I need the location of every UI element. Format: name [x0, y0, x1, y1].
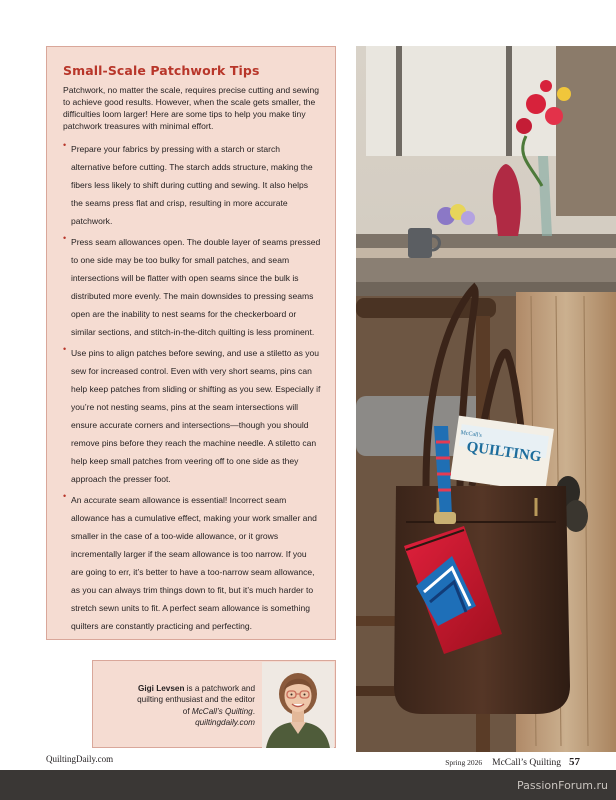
bullet-icon: • [63, 490, 67, 501]
tips-title: Small-Scale Patchwork Tips [63, 63, 260, 78]
tip-text: Press seam allowances open. The double layer of seams pressed to one side may be too bulky for small patches, and seam intersections will be flatter with open seams since the bulk is distributed more evenly. The main downsides to pressing seams open are the inability to nest seams for the checkerboard or similar sections, and stitch-in-the-ditch quilting is less prominent. [71, 236, 321, 337]
bullet-icon: • [63, 139, 67, 150]
author-bio [92, 660, 336, 748]
bio-line: . [252, 706, 255, 716]
footer-magazine: McCall’s Quilting [492, 758, 561, 768]
magazine-cover-small: McCall's [460, 430, 483, 439]
tips-sidebar [46, 46, 336, 640]
bio-line: is a patchwork and [184, 684, 255, 693]
footer-right [445, 752, 580, 770]
bullet-icon [63, 637, 66, 640]
tip-item [63, 232, 321, 340]
page-number: 57 [569, 756, 580, 768]
author-portrait-image [262, 662, 334, 748]
tips-list [63, 139, 321, 640]
author-name: Gigi Levsen [138, 684, 185, 693]
bullet-icon: • [63, 232, 67, 243]
kitchen-photo [356, 46, 616, 752]
footer-site[interactable]: QuiltingDaily.com [46, 754, 114, 764]
tip-item [63, 343, 321, 487]
magazine-cover-logo: QUILTING [465, 439, 543, 466]
footer-season: Spring 2026 [445, 758, 483, 767]
tip-item [63, 490, 321, 634]
bio-line: quilting enthusiast and the editor [137, 695, 255, 705]
bullet-icon: • [63, 343, 67, 354]
tote-bag-photo-image [356, 46, 616, 752]
tip-item [63, 139, 321, 229]
bio-text [95, 683, 255, 728]
tip-text: An accurate seam allowance is essential! Incorrect seam allowance has a cumulative effect, making your work smaller and smaller in the case of a too-wide allowance, or it grows incrementally larger if the seam allowance is too narrow. If you are going to err, it’s better to have a too-narrow seam allowance, as you can always trim things down to fit, but it’s much harder to stretch sewn units to fit. A perfect seam allowance is something quilters are constantly practicing and perfecting. [71, 494, 317, 631]
magazine-name: McCall’s Quilting [191, 706, 253, 716]
website-link[interactable]: quiltingdaily.com [195, 717, 255, 727]
tips-intro: Patchwork, no matter the scale, requires precise cutting and sewing to achieve good results. However, when the scale gets smaller, the difficulties loom larger! Here are some tips to help you make tiny patchwork treasures with minimal effort. [63, 85, 320, 132]
watermark-text: PassionForum.ru [517, 779, 608, 792]
tip-text: Prepare your fabrics by pressing with a starch or starch alternative before cutting. The starch adds structure, making the fibers less likely to shift during cutting and sewing. It also helps the seams press flat and crisp, resulting in more accurate patchwork. [71, 143, 313, 226]
bio-line: of [182, 706, 192, 716]
author-photo [262, 662, 334, 748]
watermark-bar [0, 770, 616, 800]
tip-item [63, 637, 321, 640]
tip-text: Use pins to align patches before sewing, and use a stiletto as you sew for increased control. Even with very short seams, pins can help keep patches from sliding or shifting as you sew. Especially if you’re not nesting seams, pins at the seam intersections will ensure accurate corners and intersections—though you should remove pins before they reach the machine needle. A stiletto can help keep small patches from veering off to one side as they approach the presser foot. [71, 347, 321, 484]
